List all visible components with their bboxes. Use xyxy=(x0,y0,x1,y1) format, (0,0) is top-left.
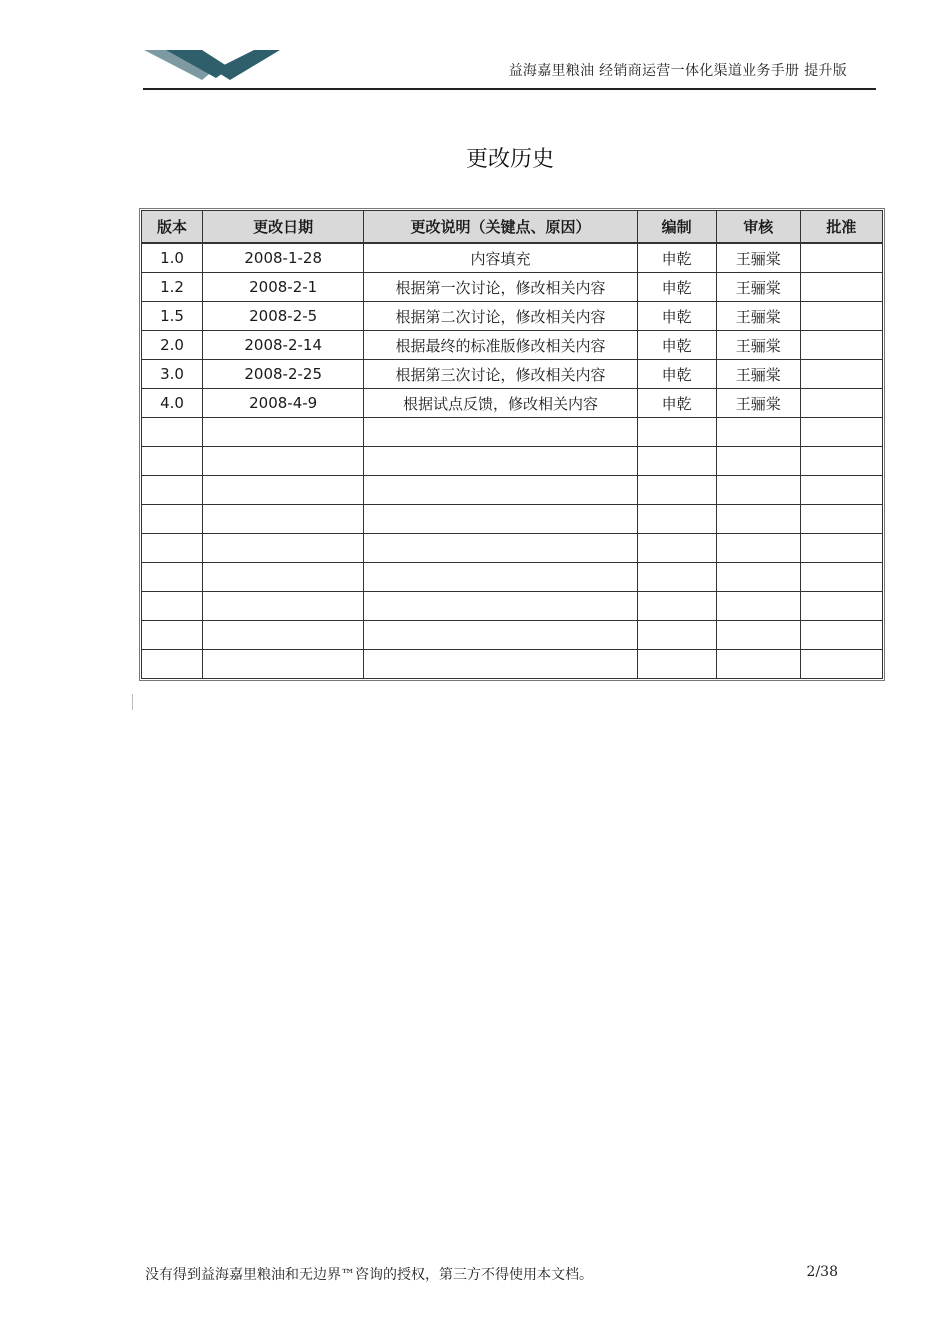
page-title: 更改历史 xyxy=(465,147,554,172)
change-history-table-frame xyxy=(139,208,885,681)
reviewer-cell xyxy=(716,476,800,505)
page-number: 2/38 xyxy=(806,1264,838,1280)
table-row xyxy=(142,389,883,418)
table-row xyxy=(142,418,883,447)
date-cell xyxy=(203,621,364,650)
column-header-approver: 批准 xyxy=(800,211,882,244)
version-cell xyxy=(142,505,203,534)
date-cell xyxy=(203,447,364,476)
approver-cell xyxy=(800,273,882,302)
reviewer-cell: 王骊棠 xyxy=(716,273,800,302)
version-cell xyxy=(142,650,203,679)
description-cell xyxy=(364,476,637,505)
table-row xyxy=(142,534,883,563)
description-cell xyxy=(364,621,637,650)
version-cell: 1.5 xyxy=(142,302,203,331)
description-cell xyxy=(364,650,637,679)
version-cell xyxy=(142,621,203,650)
date-cell xyxy=(203,505,364,534)
approver-cell xyxy=(800,534,882,563)
date-cell xyxy=(203,418,364,447)
author-cell xyxy=(637,418,716,447)
reviewer-cell xyxy=(716,505,800,534)
table-row xyxy=(142,563,883,592)
table-row xyxy=(142,243,883,273)
author-cell xyxy=(637,447,716,476)
table-row xyxy=(142,650,883,679)
author-cell: 申乾 xyxy=(637,331,716,360)
version-cell xyxy=(142,592,203,621)
approver-cell xyxy=(800,331,882,360)
version-cell: 1.2 xyxy=(142,273,203,302)
description-cell: 根据第二次讨论，修改相关内容 xyxy=(364,302,637,331)
approver-cell xyxy=(800,418,882,447)
reviewer-cell xyxy=(716,418,800,447)
author-cell: 申乾 xyxy=(637,273,716,302)
version-cell xyxy=(142,447,203,476)
column-header-reviewer: 审核 xyxy=(716,211,800,244)
version-cell: 4.0 xyxy=(142,389,203,418)
version-cell: 3.0 xyxy=(142,360,203,389)
table-body xyxy=(142,243,883,679)
version-cell xyxy=(142,563,203,592)
description-cell xyxy=(364,418,637,447)
column-header-description: 更改说明（关键点、原因） xyxy=(364,211,637,244)
table-row xyxy=(142,273,883,302)
table-row xyxy=(142,621,883,650)
margin-marker xyxy=(132,694,133,710)
table-row xyxy=(142,331,883,360)
reviewer-cell: 王骊棠 xyxy=(716,360,800,389)
date-cell: 2008-2-1 xyxy=(203,273,364,302)
author-cell xyxy=(637,592,716,621)
table-row xyxy=(142,302,883,331)
description-cell xyxy=(364,505,637,534)
version-cell xyxy=(142,534,203,563)
reviewer-cell: 王骊棠 xyxy=(716,243,800,273)
approver-cell xyxy=(800,302,882,331)
description-cell: 内容填充 xyxy=(364,243,637,273)
author-cell: 申乾 xyxy=(637,243,716,273)
date-cell: 2008-2-25 xyxy=(203,360,364,389)
reviewer-cell xyxy=(716,447,800,476)
table-row xyxy=(142,360,883,389)
reviewer-cell xyxy=(716,592,800,621)
author-cell xyxy=(637,650,716,679)
approver-cell xyxy=(800,243,882,273)
approver-cell xyxy=(800,505,882,534)
reviewer-cell xyxy=(716,534,800,563)
author-cell xyxy=(637,476,716,505)
table-header-row xyxy=(142,211,883,244)
header-title: 益海嘉里粮油 经销商运营一体化渠道业务手册 提升版 xyxy=(508,63,847,79)
description-cell: 根据第一次讨论，修改相关内容 xyxy=(364,273,637,302)
date-cell: 2008-4-9 xyxy=(203,389,364,418)
reviewer-cell: 王骊棠 xyxy=(716,302,800,331)
table-row xyxy=(142,447,883,476)
reviewer-cell: 王骊棠 xyxy=(716,331,800,360)
approver-cell xyxy=(800,563,882,592)
approver-cell xyxy=(800,360,882,389)
approver-cell xyxy=(800,592,882,621)
column-header-author: 编制 xyxy=(637,211,716,244)
reviewer-cell: 王骊棠 xyxy=(716,389,800,418)
date-cell xyxy=(203,563,364,592)
reviewer-cell xyxy=(716,650,800,679)
date-cell xyxy=(203,476,364,505)
table-row xyxy=(142,505,883,534)
description-cell xyxy=(364,534,637,563)
date-cell: 2008-1-28 xyxy=(203,243,364,273)
table-row xyxy=(142,592,883,621)
footer-copyright-notice: 没有得到益海嘉里粮油和无边界™咨询的授权，第三方不得使用本文档。 xyxy=(145,1267,593,1283)
date-cell: 2008-2-14 xyxy=(203,331,364,360)
change-history-table xyxy=(141,210,883,679)
approver-cell xyxy=(800,621,882,650)
description-cell xyxy=(364,563,637,592)
company-logo xyxy=(142,46,282,84)
date-cell xyxy=(203,592,364,621)
version-cell xyxy=(142,418,203,447)
approver-cell xyxy=(800,389,882,418)
description-cell: 根据最终的标准版修改相关内容 xyxy=(364,331,637,360)
header-divider xyxy=(143,88,876,90)
approver-cell xyxy=(800,476,882,505)
author-cell xyxy=(637,563,716,592)
author-cell xyxy=(637,534,716,563)
reviewer-cell xyxy=(716,563,800,592)
description-cell xyxy=(364,592,637,621)
version-cell: 2.0 xyxy=(142,331,203,360)
date-cell xyxy=(203,650,364,679)
author-cell xyxy=(637,505,716,534)
author-cell: 申乾 xyxy=(637,360,716,389)
author-cell: 申乾 xyxy=(637,389,716,418)
description-cell xyxy=(364,447,637,476)
approver-cell xyxy=(800,650,882,679)
version-cell xyxy=(142,476,203,505)
column-header-version: 版本 xyxy=(142,211,203,244)
description-cell: 根据第三次讨论，修改相关内容 xyxy=(364,360,637,389)
reviewer-cell xyxy=(716,621,800,650)
approver-cell xyxy=(800,447,882,476)
author-cell xyxy=(637,621,716,650)
author-cell: 申乾 xyxy=(637,302,716,331)
version-cell: 1.0 xyxy=(142,243,203,273)
column-header-date: 更改日期 xyxy=(203,211,364,244)
description-cell: 根据试点反馈，修改相关内容 xyxy=(364,389,637,418)
date-cell: 2008-2-5 xyxy=(203,302,364,331)
table-row xyxy=(142,476,883,505)
date-cell xyxy=(203,534,364,563)
